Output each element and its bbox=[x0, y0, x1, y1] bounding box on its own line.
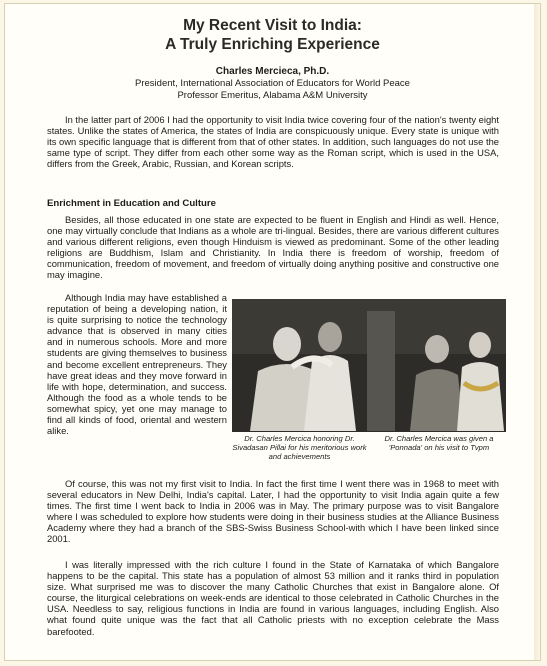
news-photo bbox=[232, 299, 506, 432]
title-line-1: My Recent Visit to India: bbox=[183, 17, 362, 34]
document-page bbox=[4, 3, 541, 661]
page-edge bbox=[534, 4, 540, 660]
article-title bbox=[5, 16, 540, 54]
paragraph-languages: Besides, all those educated in one state are expected to be fluent in English and Hindi as well. Hence, one may virtually conclude that Indians as a whole are tri-lingual. Besides, there are various different cultures and various different religions, even though Hinduism is viewed as predominant. Some of the other leading religions are Buddhism, Islam and Christianity. In India there is freedom of worship, freedom of communication, freedom of movement, and freedom of virtually doing anything positive and constructive one may imagine. bbox=[47, 214, 499, 281]
section-heading: Enrichment in Education and Culture bbox=[47, 198, 216, 209]
paragraph-technology: Although India may have established a reputation of being a developing nation, it is quite surprising to notice the technology advance that is observed in many cities and in numerous schools. More and more students are giving themselves to business and become excellent entrepreneurs. They have great ideas and they move forward in life with hope, determination, and success. Although the food as a whole tends to be somewhat spicy, yet one may manage to find all kinds of food, oriental and western alike. bbox=[47, 292, 227, 437]
author-block bbox=[5, 66, 540, 102]
paragraph-first-visit: Of course, this was not my first visit to India. In fact the first time I went there was in 1968 to meet with several educators in New Delhi, India's capital. Later, I had the opportunity to visit India again quite a few times. The first time I went back to India in 2006 was in May. The primary purpose was to visit Bangalore where I was scheduled to explore how students were doing in their business studies at the Alliance Business Academy where they had a branch of the SBS-Swiss Business School-with which I have been linked since 2001. bbox=[47, 478, 499, 545]
photo-caption-right: Dr. Charles Mercica was given a 'Ponnada' on his visit to Tvpm bbox=[384, 434, 494, 452]
author-affiliation-1: President, International Association of Educators for World Peace bbox=[135, 78, 410, 89]
author-name: Charles Mercieca, Ph.D. bbox=[215, 66, 330, 77]
paragraph-karnataka: I was literally impressed with the rich culture I found in the State of Karnataka of which Bangalore happens to be the capital. This state has a population of almost 53 million and it ranks third in population size. What surprised me was to discover the many Catholic Churches that exist in Bangalore alone. Of course, the liturgical celebrations on week-ends are identical to those celebrated in Catholic Churches in the USA. Needless to say, religious functions in India are found in various languages, including English. Also what found quite unique was the fact that all Catholic priests with no exception celebrate the Mass barefooted. bbox=[47, 559, 499, 637]
photo-caption-left: Dr. Charles Mercica honoring Dr. Sivadasan Pillai for his meritorious work and achievements bbox=[232, 434, 367, 461]
paragraph-intro: In the latter part of 2006 I had the opportunity to visit India twice covering four of the nation's twenty eight states. Unlike the states of America, the states of India are conspicuously unique. Every state is unique with its own specific language that is different from that of other states. In addition, such languages do not use the same type of script. They differ from each other some way as the Roman script, which is used in the USA, differs from the Greek, Arabic, Russian, and Korean scripts. bbox=[47, 114, 499, 170]
ceremony-photo-image bbox=[232, 299, 506, 432]
title-line-2: A Truly Enriching Experience bbox=[165, 36, 380, 53]
author-affiliation-2: Professor Emeritus, Alabama A&M University bbox=[177, 90, 368, 101]
